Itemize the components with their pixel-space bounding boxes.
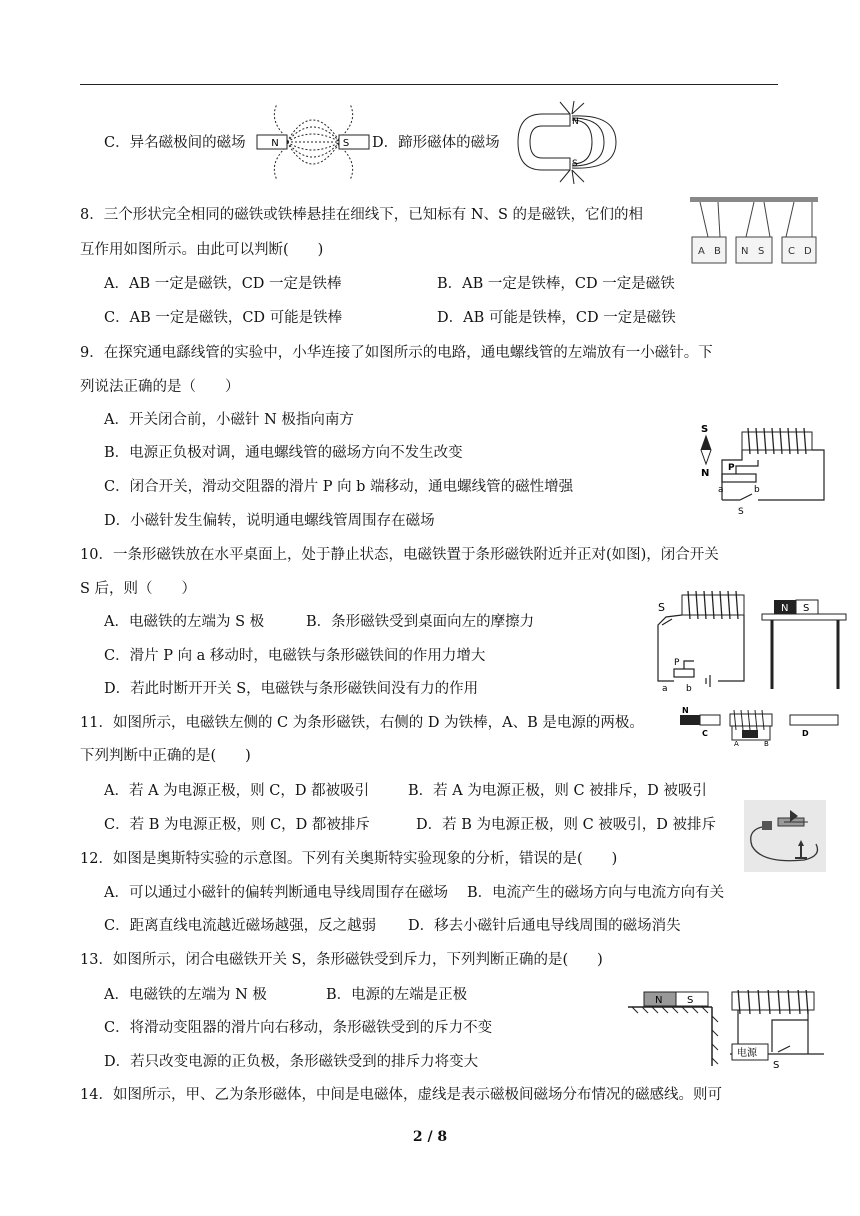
- q11-option-a: A．若 A 为电源正极，则 C，D 都被吸引: [104, 783, 370, 799]
- q7-option-d: D．蹄形磁体的磁场: [372, 135, 500, 151]
- q9-stem-line1: 9．在探究通电繇线管的实验中，小华连接了如图所示的电路，通电螺线管的左端放有一小磁针。下: [80, 345, 713, 361]
- q11-fig-a: A: [734, 740, 739, 748]
- q9-fig-b: b: [754, 485, 760, 495]
- q8-stem-line1: 8．三个形状完全相同的磁铁或铁棒悬挂在细线下，已知标有 N、S 的是磁铁，它们的相: [80, 207, 644, 223]
- q11-option-c: C．若 B 为电源正极，则 C，D 都被排斥: [104, 817, 370, 833]
- q12-option-a: A．可以通过小磁针的偏转判断通电导线周围存在磁场: [104, 885, 448, 901]
- q9-figure: [698, 420, 834, 520]
- q10-option-b: B．条形磁铁受到桌面向左的摩擦力: [306, 614, 535, 630]
- q11-option-b: B．若 A 为电源正极，则 C 被排斥，D 被吸引: [408, 783, 707, 799]
- q7-figure-c: [255, 100, 370, 185]
- q10-fig-p: P: [674, 658, 680, 668]
- q9-option-c: C．闭合开关，滑动交阻器的滑片 P 向 b 端移动，通电螺线管的磁性增强: [104, 479, 574, 495]
- fig-c-n-label: N: [271, 138, 279, 149]
- q9-option-b: B．电源正负极对调，通电螺线管的磁场方向不发生改变: [104, 445, 463, 461]
- fig-c-s-label: S: [342, 138, 350, 149]
- q7-option-c: C．异名磁极间的磁场: [104, 135, 246, 151]
- q10-fig-a: a: [662, 684, 668, 694]
- q12-figure: [744, 800, 826, 872]
- q10-fig-n: N: [781, 603, 789, 614]
- q13-fig-switch: S: [773, 1060, 780, 1070]
- q8-option-c: C．AB 一定是磁铁，CD 可能是铁棒: [104, 310, 343, 326]
- q11-fig-n: N: [682, 706, 689, 715]
- q13-fig-s: S: [687, 995, 694, 1006]
- q8-fig-b: B: [714, 246, 721, 257]
- q11-fig-c: C: [702, 729, 708, 738]
- q9-fig-n: N: [701, 468, 710, 479]
- q9-stem-line2: 列说法正确的是（ ）: [80, 379, 240, 395]
- q10-fig-s: S: [803, 603, 810, 614]
- q10-option-d: D．若此时断开开关 S，电磁铁与条形磁铁间没有力的作用: [104, 681, 479, 697]
- q9-fig-s: S: [701, 424, 709, 435]
- q13-option-b: B．电源的左端是正极: [326, 987, 468, 1003]
- page-number: 2 / 8: [412, 1129, 448, 1145]
- q11-stem-line2: 下列判断中正确的是( ): [80, 748, 251, 764]
- q8-option-d: D．AB 可能是铁棒，CD 一定是磁铁: [437, 310, 676, 326]
- fig-d-s-label: S: [572, 159, 578, 169]
- q10-fig-switch: S: [658, 601, 665, 614]
- q11-fig-b: B: [764, 740, 769, 748]
- q7-figure-d: [512, 100, 622, 185]
- q12-option-d: D．移去小磁针后通电导线周围的磁场消失: [408, 918, 681, 934]
- q8-fig-a: A: [698, 246, 705, 257]
- q13-option-a: A．电磁铁的左端为 N 极: [104, 987, 267, 1003]
- q14-stem: 14．如图所示，甲、乙为条形磁体，中间是电磁体，虚线是表示磁极间磁场分布情况的磁感线。则可: [80, 1087, 722, 1103]
- q9-fig-p: P: [728, 463, 735, 473]
- q11-stem-line1: 11．如图所示，电磁铁左侧的 C 为条形磁铁，右侧的 D 为铁棒，A、B 是电源的两极。: [80, 715, 644, 731]
- q13-fig-n: N: [655, 995, 663, 1006]
- q8-fig-d: D: [804, 246, 812, 257]
- q8-option-a: A．AB 一定是磁铁，CD 一定是铁棒: [104, 276, 342, 292]
- q13-option-c: C．将滑动变阻器的滑片向右移动，条形磁铁受到的斥力不变: [104, 1020, 493, 1036]
- q9-option-d: D．小磁针发生偏转，说明通电螺线管周围存在磁场: [104, 513, 435, 529]
- q10-option-c: C．滑片 P 向 a 移动时，电磁铁与条形磁铁间的作用力增大: [104, 648, 486, 664]
- q13-fig-source: 电源: [737, 1048, 757, 1059]
- q11-fig-d: D: [802, 729, 809, 738]
- q12-stem: 12．如图是奥斯特实验的示意图。下列有关奥斯特实验现象的分析，错误的是( ): [80, 851, 618, 867]
- q12-option-c: C．距离直线电流越近磁场越强，反之越弱: [104, 918, 377, 934]
- q10-fig-b: b: [686, 684, 692, 694]
- q12-option-b: B．电流产生的磁场方向与电流方向有关: [467, 885, 725, 901]
- q10-stem-line2: S 后，则（ ）: [80, 581, 197, 597]
- q11-figure: [678, 704, 843, 748]
- q8-fig-n: N: [741, 246, 749, 257]
- q9-option-a: A．开关闭合前，小磁针 N 极指向南方: [104, 412, 354, 428]
- q8-figure: [690, 195, 820, 270]
- q9-fig-switch: S: [738, 507, 744, 517]
- q13-figure: [628, 990, 828, 1070]
- header-rule: [80, 84, 778, 85]
- q8-stem-line2: 互作用如图所示。由此可以判断( ): [80, 242, 324, 258]
- q9-fig-a: a: [718, 485, 724, 495]
- q10-stem-line1: 10．一条形磁铁放在水平桌面上，处于静止状态，电磁铁置于条形磁铁附近并正对(如图)，闭合开关: [80, 547, 719, 563]
- q11-option-d: D．若 B 为电源正极，则 C 被吸引，D 被排斥: [416, 817, 717, 833]
- q10-figure: [648, 585, 848, 695]
- q13-stem: 13．如图所示，闭合电磁铁开关 S，条形磁铁受到斥力，下列判断正确的是( ): [80, 952, 603, 968]
- q8-fig-s: S: [758, 246, 765, 257]
- q8-fig-c: C: [788, 246, 795, 257]
- fig-d-n-label: N: [572, 117, 579, 127]
- q13-option-d: D．若只改变电源的正负极，条形磁铁受到的排斥力将变大: [104, 1054, 479, 1070]
- q8-option-b: B．AB 一定是铁棒，CD 一定是磁铁: [437, 276, 675, 292]
- q10-option-a: A．电磁铁的左端为 S 极: [104, 614, 265, 630]
